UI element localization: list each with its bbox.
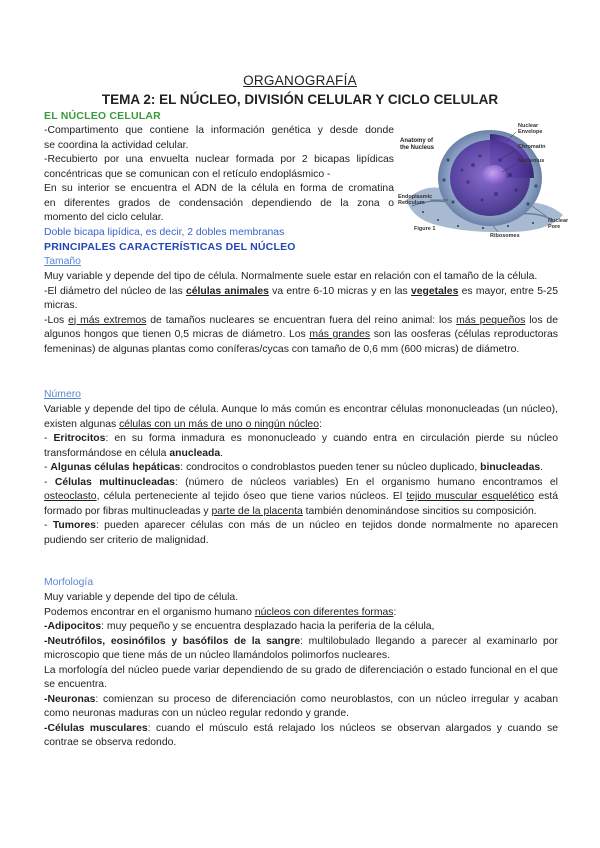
emphasis-plant-cells: vegetales (410, 285, 459, 297)
morfologia-paragraph-6 (44, 693, 558, 722)
numero-paragraph-1 (44, 403, 558, 432)
text-run: - (44, 433, 54, 444)
subheading-tamano: Tamaño (44, 256, 81, 267)
tamano-paragraph-3 (44, 314, 558, 358)
text-run: : multilobulado llegando a parecer al examinarlo por microscopio que tiene más de un núcleo llamándolos polimorfos nucleares. (44, 635, 558, 661)
label-anatomy-of-nucleus: Anatomy of the Nucleus (400, 138, 435, 151)
text-run: : en su forma inmadura es mononucleado y cuando entra en circulación pierde su núcleo transformándose en célula (44, 433, 558, 459)
subheading-numero: Número (44, 389, 81, 400)
section-nucleo-celular-text (44, 124, 394, 226)
section-heading-nucleo-celular: EL NÚCLEO CELULAR (44, 110, 161, 122)
label-nuclear-envelope: Nuclear Envelope (518, 123, 543, 135)
text-run: Podemos encontrar en el organismo humano (44, 606, 255, 618)
text-run: son las oosferas (células reproductoras femeninas) de algunas plantas como coníferas/cycas con tamaño de 0,6 mm (600 micras) de diámetro. (44, 329, 558, 355)
emphasis-animal-cells: células animales (185, 285, 269, 297)
numero-paragraph-3 (44, 461, 558, 476)
text-run: está formado por fibras multinucleadas y (44, 491, 559, 517)
morfologia-paragraph-3 (44, 620, 558, 635)
label-chromatin: Chromatin (518, 144, 546, 150)
text-run: de tamaños nucleares se encuentran fuera del reino animal: los (146, 314, 457, 326)
text-run: : muy pequeño y se encuentra desplazado hacia la periferia de la célula, (101, 621, 435, 632)
text-run: : condrocitos o condroblastos pueden tener su núcleo duplicado, (180, 462, 481, 473)
text-run: : (número de núcleos variables) En el organismo humano encontramos el (174, 476, 558, 488)
term-celulas-musculares: -Células musculares (44, 722, 148, 734)
text-run: : cuando el músculo está relajado los núcleos se observan alargados y cuando se contrae se observa redondo. (44, 722, 558, 748)
term-adipocitos: -Adipocitos (44, 621, 102, 632)
text-run: . (220, 447, 224, 459)
text-run: : comienzan su proceso de diferenciación como neuroblastos, con un núcleo irregular y acaban como neuronas maduras con un núcleo regular redondo y grande. (44, 693, 558, 719)
term-tumores: Tumores (52, 520, 96, 531)
term-eritrocitos: Eritrocitos (53, 433, 106, 444)
emphasis-smallest: más pequeños (456, 314, 526, 326)
emphasis-extremes: ej más extremos (68, 314, 147, 326)
text-run: - (44, 476, 55, 488)
text-run: Variable y depende del tipo de célula. Aunque lo más común es encontrar células mononucleadas (un núcleo), existen algunas (44, 404, 558, 430)
morfologia-paragraph-1: Muy variable y depende del tipo de célula. (44, 592, 239, 603)
term-celulas-multinucleadas: Células multinucleadas (54, 476, 175, 488)
numero-paragraph-4 (44, 476, 558, 520)
document-subtitle: TEMA 2: EL NÚCLEO, DIVISIÓN CELULAR Y CICLO CELULAR (101, 92, 499, 107)
text-run: , célula perteneciente al tejido óseo que tiene varios núcleos. El (96, 491, 407, 502)
term-neutrofilos: -Neutrófilos, eosinófilos y basófilos de la sangre (44, 635, 301, 647)
paragraph-line: En su interior se encuentra el ADN de la célula en forma de cromatina (44, 183, 394, 194)
morfologia-paragraph-7 (44, 722, 558, 751)
paragraph-line: concéntricas que se comunican con el retículo endoplásmico - (44, 168, 331, 180)
label-nuclear-pore: Nuclear Pore (548, 218, 569, 230)
text-run: : (318, 418, 322, 430)
section-heading-caracteristicas: PRINCIPALES CARACTERÍSTICAS DEL NÚCLEO (44, 241, 296, 253)
morfologia-paragraph-5: La morfología del núcleo puede variar dependiendo de su grado de diferenciación o estado funcional en el que se encuentra. (44, 664, 558, 690)
label-ribosomes: Ribosomes (490, 233, 520, 239)
document-title: ORGANOGRAFÍA (243, 73, 357, 88)
subheading-morfologia: Morfología (44, 577, 94, 588)
nucleus-anatomy-figure (398, 120, 588, 242)
term-celulas-hepaticas: Algunas células hepáticas (50, 462, 181, 473)
numero-text (44, 403, 558, 548)
paragraph-line: momento del ciclo celular. (44, 212, 164, 223)
term-anucleada: anucleada (169, 447, 221, 459)
text-run: va entre 6-10 micras y en las (268, 285, 411, 297)
label-nucleolus: Nucleolus (518, 158, 545, 164)
morfologia-text (44, 591, 558, 751)
note-double-bilayer: Doble bicapa lipídica, es decir, 2 dobles membranas (44, 227, 285, 238)
tamano-text (44, 270, 558, 357)
emphasis-cells-multi-nucleus: células con un más de uno o ningún núcleo (119, 418, 319, 430)
tamano-paragraph-1: Muy variable y depende del tipo de célula. Normalmente suele estar en relación con el tamaño de la célula. (44, 271, 538, 282)
term-neuronas: -Neuronas (44, 693, 96, 705)
text-run: - (44, 520, 53, 531)
term-tejido-muscular: tejido muscular esquelético (406, 491, 535, 502)
text-run: : (393, 606, 397, 618)
morfologia-paragraph-4 (44, 635, 558, 664)
text-run: - (44, 462, 51, 473)
paragraph-line: -Recubierto por una envuelta nuclear formada por 2 bicapas lipídicas (44, 154, 394, 165)
emphasis-largest: más grandes (309, 329, 371, 340)
numero-paragraph-5 (44, 519, 558, 548)
term-binucleadas: binucleadas (480, 462, 541, 473)
tamano-paragraph-2 (44, 285, 558, 314)
term-placenta: parte de la placenta (211, 505, 303, 517)
paragraph-line: -Compartimento que contiene la información genética y desde donde (44, 125, 394, 136)
text-run: los de algunos hongos que tienen 0,5 micras de diámetro. Los (44, 314, 558, 340)
term-osteoclasto: osteoclasto (44, 491, 97, 502)
paragraph-line: se coordina la actividad celular. (44, 139, 189, 151)
emphasis-different-forms: núcleos con diferentes formas (254, 606, 394, 618)
label-endoplasmic-reticulum: Endoplasmic Reticulum (398, 194, 433, 206)
text-run: -Los (44, 314, 69, 326)
numero-paragraph-2 (44, 432, 558, 461)
text-run: . (540, 462, 544, 473)
label-figure-1: Figure 1 (414, 226, 436, 232)
text-run: es mayor, entre 5-25 micras. (44, 285, 558, 311)
text-run: : pueden aparecer células con más de un núcleo en tejidos donde normalmente no aparecen pudiendo ser criterio de malignidad. (44, 520, 558, 546)
text-run: -El diámetro del núcleo de las (44, 285, 186, 297)
morfologia-paragraph-2 (44, 606, 558, 621)
text-run: también denominándose sincitios su composición. (302, 505, 537, 517)
paragraph-line: en diferentes grados de condensación dependiendo de la zona o (44, 197, 394, 209)
